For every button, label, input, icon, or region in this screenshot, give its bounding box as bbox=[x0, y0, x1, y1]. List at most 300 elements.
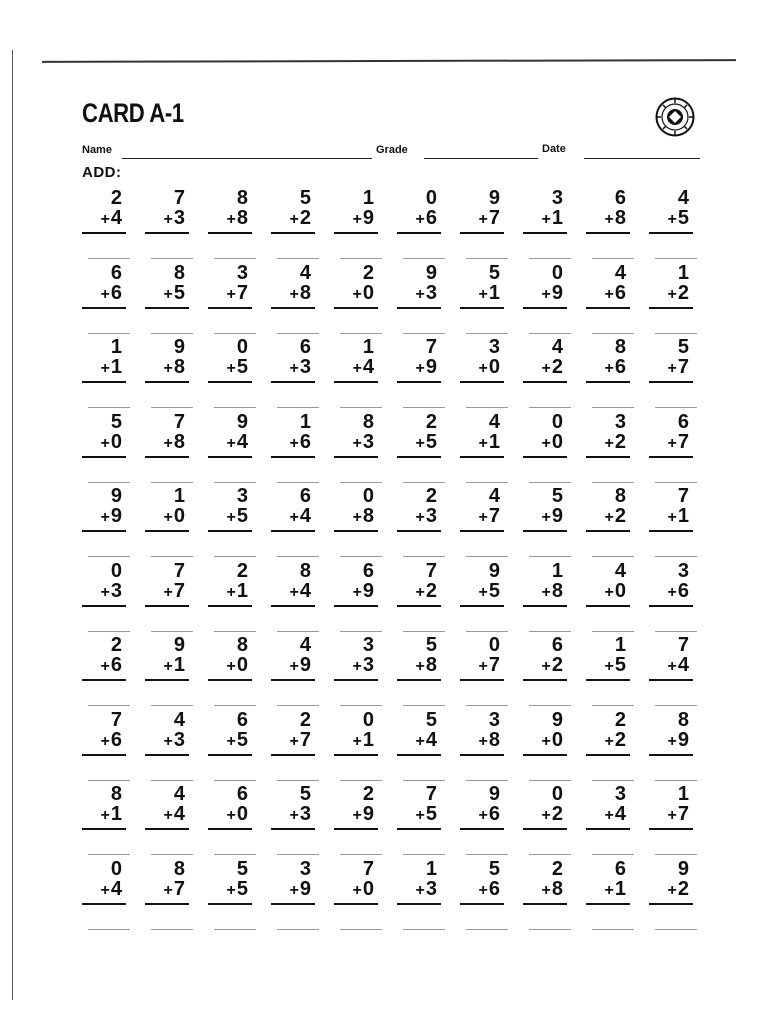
bottom-addend-value: 1 bbox=[488, 430, 500, 453]
bottom-addend-value: 2 bbox=[551, 803, 563, 825]
separator-line bbox=[88, 780, 130, 781]
bottom-addend-value: 2 bbox=[551, 356, 563, 378]
top-addend: 3 bbox=[362, 634, 374, 656]
plus-sign: + bbox=[163, 211, 173, 228]
answer-line[interactable] bbox=[523, 530, 567, 532]
answer-line[interactable] bbox=[334, 754, 378, 756]
answer-line[interactable] bbox=[586, 754, 630, 756]
plus-sign: + bbox=[226, 211, 236, 228]
answer-line[interactable] bbox=[586, 456, 630, 458]
answer-line[interactable] bbox=[586, 903, 630, 905]
bottom-addend bbox=[395, 356, 437, 380]
answer-line[interactable] bbox=[334, 679, 378, 681]
plus-sign: + bbox=[541, 360, 551, 377]
addition-problem bbox=[458, 858, 521, 933]
answer-line[interactable] bbox=[271, 605, 315, 607]
answer-line[interactable] bbox=[460, 307, 504, 309]
bottom-addend bbox=[584, 803, 626, 827]
bottom-addend-value: 5 bbox=[425, 430, 437, 453]
addition-problem bbox=[395, 336, 458, 411]
answer-line[interactable] bbox=[523, 307, 567, 309]
answer-line[interactable] bbox=[334, 232, 378, 234]
plus-sign: + bbox=[478, 881, 488, 899]
top-addend: 8 bbox=[236, 634, 248, 656]
bottom-addend bbox=[332, 356, 374, 380]
answer-line[interactable] bbox=[649, 381, 693, 383]
plus-sign: + bbox=[415, 881, 425, 899]
bottom-addend-value: 1 bbox=[173, 654, 185, 676]
answer-line[interactable] bbox=[460, 381, 504, 383]
plus-sign: + bbox=[100, 732, 110, 750]
top-addend: 5 bbox=[299, 783, 311, 805]
top-addend: 1 bbox=[551, 559, 563, 582]
bottom-addend bbox=[269, 580, 311, 604]
bottom-addend-value: 5 bbox=[173, 281, 185, 304]
answer-line[interactable] bbox=[460, 679, 504, 681]
plus-sign: + bbox=[100, 360, 110, 377]
bottom-addend bbox=[206, 207, 248, 231]
plus-sign: + bbox=[415, 732, 425, 750]
answer-line[interactable] bbox=[145, 903, 189, 905]
answer-line[interactable] bbox=[208, 605, 252, 607]
answer-line[interactable] bbox=[397, 679, 441, 681]
answer-line[interactable] bbox=[208, 456, 252, 458]
top-addend: 7 bbox=[425, 559, 437, 582]
answer-line[interactable] bbox=[460, 903, 504, 905]
plus-sign: + bbox=[352, 285, 362, 303]
problem-row bbox=[80, 858, 710, 933]
addition-problem bbox=[395, 634, 458, 709]
bottom-addend bbox=[521, 207, 563, 231]
answer-line[interactable] bbox=[82, 381, 126, 383]
answer-line[interactable] bbox=[460, 605, 504, 607]
separator-line bbox=[277, 333, 319, 334]
addition-problem bbox=[269, 262, 332, 337]
top-addend: 3 bbox=[236, 261, 248, 284]
plus-sign: + bbox=[604, 211, 614, 228]
top-addend: 1 bbox=[110, 336, 122, 358]
answer-line[interactable] bbox=[208, 679, 252, 681]
bottom-addend-value: 8 bbox=[614, 207, 626, 229]
top-addend: 0 bbox=[551, 783, 563, 805]
bottom-addend-value: 5 bbox=[488, 579, 500, 602]
top-addend: 0 bbox=[551, 261, 563, 284]
separator-line bbox=[88, 631, 130, 632]
bottom-addend bbox=[332, 729, 374, 753]
answer-line[interactable] bbox=[586, 381, 630, 383]
addition-problem bbox=[647, 262, 710, 337]
bottom-addend bbox=[521, 282, 563, 306]
answer-line[interactable] bbox=[397, 232, 441, 234]
addition-problem bbox=[521, 634, 584, 709]
bottom-addend bbox=[647, 356, 689, 380]
bottom-addend bbox=[143, 878, 185, 902]
answer-line[interactable] bbox=[649, 456, 693, 458]
top-addend: 1 bbox=[677, 261, 689, 284]
plus-sign: + bbox=[226, 583, 236, 601]
answer-line[interactable] bbox=[523, 381, 567, 383]
separator-line bbox=[655, 407, 697, 408]
plus-sign: + bbox=[667, 509, 677, 526]
answer-line[interactable] bbox=[334, 307, 378, 309]
separator-line bbox=[151, 482, 193, 483]
date-field[interactable] bbox=[584, 158, 700, 159]
answer-line[interactable] bbox=[271, 307, 315, 309]
addition-problem bbox=[80, 336, 143, 411]
answer-line[interactable] bbox=[649, 754, 693, 756]
bottom-addend bbox=[80, 207, 122, 231]
separator-line bbox=[592, 929, 634, 930]
top-addend: 6 bbox=[551, 634, 563, 656]
answer-line[interactable] bbox=[271, 903, 315, 905]
bottom-addend-value: 6 bbox=[614, 356, 626, 378]
answer-line[interactable] bbox=[649, 903, 693, 905]
addition-problem bbox=[332, 858, 395, 933]
problem-row bbox=[80, 411, 710, 486]
addition-problem bbox=[647, 485, 710, 560]
bottom-addend bbox=[395, 282, 437, 306]
addition-problem bbox=[647, 411, 710, 486]
answer-line[interactable] bbox=[523, 456, 567, 458]
answer-line[interactable] bbox=[649, 530, 693, 532]
answer-line[interactable] bbox=[649, 679, 693, 681]
bottom-addend-value: 9 bbox=[110, 505, 122, 527]
addition-problem bbox=[521, 187, 584, 262]
answer-line[interactable] bbox=[82, 307, 126, 309]
plus-sign: + bbox=[352, 434, 362, 452]
addition-problem bbox=[584, 411, 647, 486]
answer-line[interactable] bbox=[82, 754, 126, 756]
answer-line[interactable] bbox=[586, 530, 630, 532]
answer-line[interactable] bbox=[271, 754, 315, 756]
plus-sign: + bbox=[604, 658, 614, 675]
answer-line[interactable] bbox=[145, 381, 189, 383]
bottom-addend bbox=[206, 356, 248, 380]
bottom-addend-value: 4 bbox=[236, 430, 248, 453]
separator-line bbox=[466, 407, 508, 408]
answer-line[interactable] bbox=[145, 605, 189, 607]
bottom-addend-value: 3 bbox=[299, 356, 311, 378]
answer-line[interactable] bbox=[586, 605, 630, 607]
bottom-addend-value: 8 bbox=[551, 579, 563, 602]
answer-line[interactable] bbox=[82, 232, 126, 234]
answer-line[interactable] bbox=[145, 828, 189, 830]
bottom-addend-value: 5 bbox=[614, 654, 626, 676]
answer-line[interactable] bbox=[271, 679, 315, 681]
answer-line[interactable] bbox=[334, 530, 378, 532]
top-addend: 7 bbox=[173, 187, 185, 209]
separator-line bbox=[466, 780, 508, 781]
problem-row bbox=[80, 187, 710, 262]
answer-line[interactable] bbox=[397, 828, 441, 830]
top-addend: 2 bbox=[110, 634, 122, 656]
addition-problem bbox=[206, 634, 269, 709]
separator-line bbox=[592, 258, 634, 259]
separator-line bbox=[466, 482, 508, 483]
bottom-addend-value: 0 bbox=[236, 803, 248, 825]
bottom-addend-value: 0 bbox=[488, 356, 500, 378]
answer-line[interactable] bbox=[82, 828, 126, 830]
separator-line bbox=[277, 854, 319, 855]
answer-line[interactable] bbox=[82, 456, 126, 458]
separator-line bbox=[88, 929, 130, 930]
answer-line[interactable] bbox=[82, 605, 126, 607]
answer-line[interactable] bbox=[397, 754, 441, 756]
top-addend: 8 bbox=[614, 336, 626, 358]
separator-line bbox=[655, 556, 697, 557]
plus-sign: + bbox=[100, 658, 110, 675]
bottom-addend bbox=[458, 505, 500, 529]
top-border-rule bbox=[42, 59, 736, 63]
answer-line[interactable] bbox=[523, 605, 567, 607]
answer-line[interactable] bbox=[271, 530, 315, 532]
plus-sign: + bbox=[415, 658, 425, 675]
answer-line[interactable] bbox=[82, 903, 126, 905]
bottom-addend-value: 8 bbox=[173, 356, 185, 378]
separator-line bbox=[403, 631, 445, 632]
bottom-addend bbox=[206, 729, 248, 753]
bottom-addend bbox=[584, 505, 626, 529]
addition-problem bbox=[584, 560, 647, 635]
bottom-addend bbox=[647, 431, 689, 455]
addition-problem bbox=[206, 262, 269, 337]
answer-line[interactable] bbox=[145, 754, 189, 756]
bottom-addend-value: 5 bbox=[236, 728, 248, 751]
separator-line bbox=[529, 854, 571, 855]
answer-line[interactable] bbox=[397, 456, 441, 458]
separator-line bbox=[403, 556, 445, 557]
addition-problem bbox=[458, 187, 521, 262]
separator-line bbox=[403, 258, 445, 259]
plus-sign: + bbox=[163, 285, 173, 303]
name-field[interactable] bbox=[122, 158, 372, 159]
bottom-addend-value: 2 bbox=[677, 281, 689, 304]
answer-line[interactable] bbox=[397, 605, 441, 607]
addition-problem bbox=[80, 634, 143, 709]
addition-problem bbox=[206, 411, 269, 486]
separator-line bbox=[88, 258, 130, 259]
top-addend: 9 bbox=[488, 783, 500, 805]
answer-line[interactable] bbox=[208, 903, 252, 905]
plus-sign: + bbox=[478, 732, 488, 750]
answer-line[interactable] bbox=[649, 605, 693, 607]
plus-sign: + bbox=[604, 583, 614, 601]
bottom-addend bbox=[521, 803, 563, 827]
separator-line bbox=[151, 705, 193, 706]
addition-problem bbox=[584, 336, 647, 411]
answer-line[interactable] bbox=[586, 828, 630, 830]
top-addend: 5 bbox=[488, 261, 500, 284]
answer-line[interactable] bbox=[649, 232, 693, 234]
bottom-addend bbox=[521, 505, 563, 529]
bottom-addend bbox=[269, 878, 311, 902]
plus-sign: + bbox=[289, 360, 299, 377]
plus-sign: + bbox=[478, 807, 488, 824]
answer-line[interactable] bbox=[460, 232, 504, 234]
plus-sign: + bbox=[289, 285, 299, 303]
answer-line[interactable] bbox=[208, 381, 252, 383]
bottom-addend-value: 8 bbox=[236, 207, 248, 229]
answer-line[interactable] bbox=[649, 828, 693, 830]
bottom-addend bbox=[647, 654, 689, 678]
bottom-addend-value: 1 bbox=[488, 281, 500, 304]
separator-line bbox=[214, 929, 256, 930]
bottom-addend-value: 3 bbox=[425, 281, 437, 304]
separator-line bbox=[529, 258, 571, 259]
top-addend: 4 bbox=[614, 559, 626, 582]
answer-line[interactable] bbox=[397, 307, 441, 309]
answer-line[interactable] bbox=[649, 307, 693, 309]
addition-problem bbox=[647, 560, 710, 635]
answer-line[interactable] bbox=[271, 828, 315, 830]
answer-line[interactable] bbox=[460, 530, 504, 532]
top-addend: 6 bbox=[110, 261, 122, 284]
answer-line[interactable] bbox=[82, 530, 126, 532]
answer-line[interactable] bbox=[208, 307, 252, 309]
answer-line[interactable] bbox=[523, 679, 567, 681]
addition-problem bbox=[80, 783, 143, 858]
separator-line bbox=[277, 407, 319, 408]
answer-line[interactable] bbox=[334, 605, 378, 607]
separator-line bbox=[466, 333, 508, 334]
answer-line[interactable] bbox=[523, 828, 567, 830]
separator-line bbox=[592, 631, 634, 632]
plus-sign: + bbox=[478, 658, 488, 675]
plus-sign: + bbox=[100, 583, 110, 601]
answer-line[interactable] bbox=[397, 530, 441, 532]
answer-line[interactable] bbox=[145, 530, 189, 532]
top-addend: 8 bbox=[110, 783, 122, 805]
addition-problem bbox=[395, 858, 458, 933]
addition-problem bbox=[80, 187, 143, 262]
plus-sign: + bbox=[604, 434, 614, 452]
top-addend: 5 bbox=[551, 485, 563, 507]
top-addend: 7 bbox=[425, 336, 437, 358]
separator-line bbox=[88, 333, 130, 334]
bottom-addend-value: 5 bbox=[677, 207, 689, 229]
separator-line bbox=[529, 631, 571, 632]
bottom-addend-value: 6 bbox=[488, 877, 500, 900]
bottom-addend-value: 6 bbox=[110, 654, 122, 676]
plus-sign: + bbox=[667, 732, 677, 750]
addition-problem bbox=[458, 262, 521, 337]
bottom-addend bbox=[521, 431, 563, 455]
bottom-addend bbox=[647, 207, 689, 231]
addition-problem bbox=[269, 709, 332, 784]
separator-line bbox=[277, 705, 319, 706]
answer-line[interactable] bbox=[460, 456, 504, 458]
answer-line[interactable] bbox=[334, 828, 378, 830]
bottom-addend-value: 1 bbox=[236, 579, 248, 602]
answer-line[interactable] bbox=[586, 307, 630, 309]
separator-line bbox=[529, 407, 571, 408]
bottom-addend bbox=[206, 654, 248, 678]
top-addend: 2 bbox=[362, 261, 374, 284]
answer-line[interactable] bbox=[145, 232, 189, 234]
answer-line[interactable] bbox=[586, 679, 630, 681]
problem-row bbox=[80, 485, 710, 560]
answer-line[interactable] bbox=[523, 232, 567, 234]
answer-line[interactable] bbox=[271, 456, 315, 458]
plus-sign: + bbox=[352, 360, 362, 377]
separator-line bbox=[592, 407, 634, 408]
answer-line[interactable] bbox=[208, 232, 252, 234]
separator-line bbox=[340, 854, 382, 855]
problem-row bbox=[80, 634, 710, 709]
answer-line[interactable] bbox=[271, 232, 315, 234]
answer-line[interactable] bbox=[523, 903, 567, 905]
bottom-addend-value: 6 bbox=[614, 281, 626, 304]
answer-line[interactable] bbox=[460, 828, 504, 830]
top-addend: 6 bbox=[614, 857, 626, 880]
top-addend: 2 bbox=[110, 187, 122, 209]
answer-line[interactable] bbox=[208, 530, 252, 532]
problem-row bbox=[80, 560, 710, 635]
bottom-addend bbox=[143, 207, 185, 231]
top-addend: 4 bbox=[299, 634, 311, 656]
plus-sign: + bbox=[478, 360, 488, 377]
separator-line bbox=[88, 854, 130, 855]
plus-sign: + bbox=[226, 285, 236, 303]
bottom-addend-value: 1 bbox=[362, 728, 374, 751]
answer-line[interactable] bbox=[334, 381, 378, 383]
top-addend: 8 bbox=[173, 261, 185, 284]
grade-field[interactable] bbox=[424, 158, 538, 159]
plus-sign: + bbox=[289, 807, 299, 824]
top-addend: 9 bbox=[677, 857, 689, 880]
top-addend: 4 bbox=[173, 783, 185, 805]
bottom-addend-value: 7 bbox=[299, 728, 311, 751]
plus-sign: + bbox=[541, 434, 551, 452]
addition-problem bbox=[647, 783, 710, 858]
answer-line[interactable] bbox=[586, 232, 630, 234]
top-addend: 1 bbox=[362, 336, 374, 358]
answer-line[interactable] bbox=[145, 456, 189, 458]
student-info-row bbox=[0, 144, 768, 164]
answer-line[interactable] bbox=[145, 307, 189, 309]
top-addend: 0 bbox=[425, 187, 437, 209]
bottom-addend bbox=[584, 356, 626, 380]
plus-sign: + bbox=[541, 807, 551, 824]
answer-line[interactable] bbox=[82, 679, 126, 681]
separator-line bbox=[592, 333, 634, 334]
bottom-addend bbox=[458, 207, 500, 231]
answer-line[interactable] bbox=[145, 679, 189, 681]
addition-problem bbox=[584, 262, 647, 337]
answer-line[interactable] bbox=[334, 903, 378, 905]
answer-line[interactable] bbox=[208, 828, 252, 830]
top-addend: 5 bbox=[299, 187, 311, 209]
top-addend: 0 bbox=[110, 857, 122, 880]
bottom-addend-value: 8 bbox=[362, 505, 374, 527]
answer-line[interactable] bbox=[208, 754, 252, 756]
answer-line[interactable] bbox=[334, 456, 378, 458]
top-addend: 0 bbox=[551, 410, 563, 433]
separator-line bbox=[403, 929, 445, 930]
plus-sign: + bbox=[289, 658, 299, 675]
top-addend: 8 bbox=[614, 485, 626, 507]
answer-line[interactable] bbox=[523, 754, 567, 756]
answer-line[interactable] bbox=[460, 754, 504, 756]
addition-problem bbox=[521, 783, 584, 858]
bottom-addend-value: 8 bbox=[425, 654, 437, 676]
answer-line[interactable] bbox=[271, 381, 315, 383]
answer-line[interactable] bbox=[397, 903, 441, 905]
answer-line[interactable] bbox=[397, 381, 441, 383]
bottom-addend-value: 3 bbox=[110, 579, 122, 602]
addition-problem bbox=[521, 262, 584, 337]
plus-sign: + bbox=[163, 881, 173, 899]
